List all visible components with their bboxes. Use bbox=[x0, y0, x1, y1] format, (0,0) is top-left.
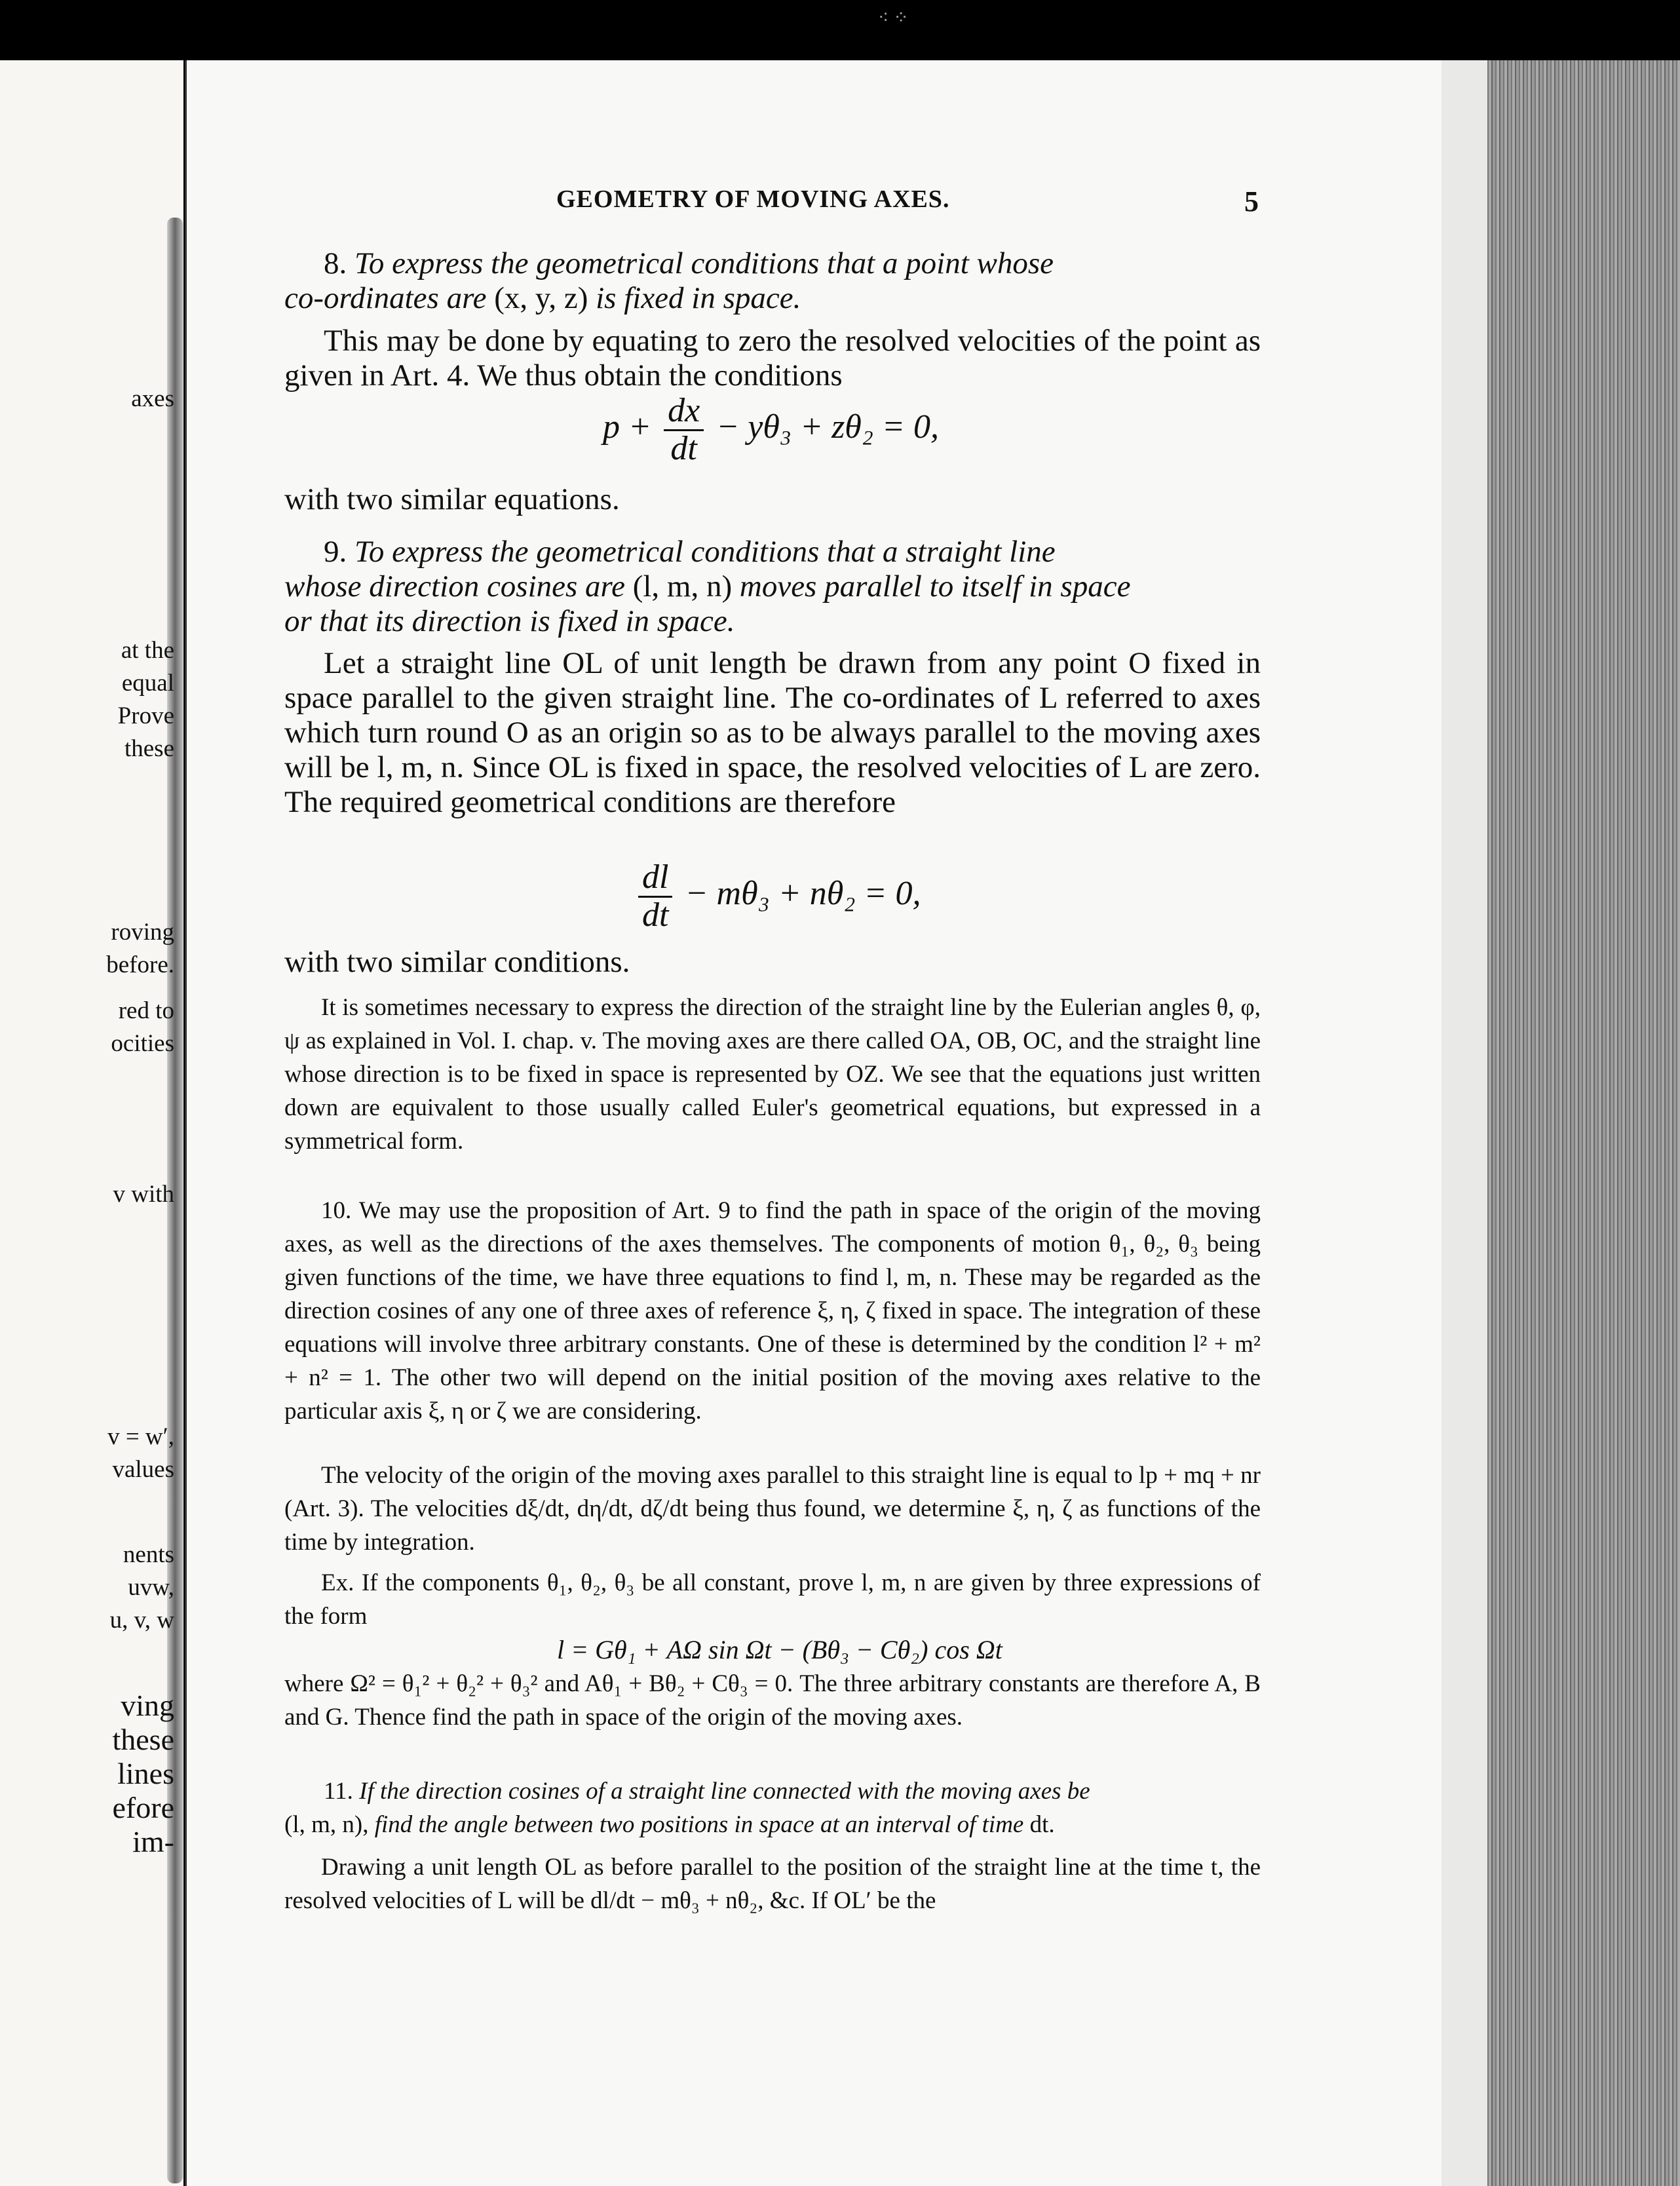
sec9-paragraph-end: with two similar conditions. bbox=[284, 945, 630, 979]
left-fragment: axes bbox=[131, 385, 174, 412]
sec9-eq-rhs: − mθ₃ + nθ₂ = 0, bbox=[685, 875, 921, 913]
left-fragment: lines bbox=[117, 1757, 174, 1790]
sec10-example-equation: l = Gθ₁ + AΩ sin Ωt − (Bθ₃ − Cθ₂) cos Ωt bbox=[557, 1635, 1002, 1664]
sec9-heading-b: whose direction cosines are bbox=[284, 569, 625, 604]
sec9-heading-a: To express the geometrical conditions that a straight line bbox=[354, 535, 1056, 569]
sec8-paragraph: This may be done by equating to zero the resolved velocities of the point as given in Art. 4. We thus obtain the conditions bbox=[284, 324, 1261, 393]
left-fragment: v with bbox=[113, 1181, 174, 1208]
sec8-heading-a: To express the geometrical conditions that a point whose bbox=[354, 246, 1054, 280]
sec11-heading-b: find the angle between two positions in space at an interval of time bbox=[374, 1811, 1024, 1838]
left-fragment: before. bbox=[106, 951, 174, 978]
sec9-heading bbox=[284, 535, 1261, 639]
sec11-heading-cosines: (l, m, n), bbox=[284, 1811, 369, 1838]
left-fragment: these bbox=[112, 1723, 174, 1756]
sec9-heading-cosines: (l, m, n) bbox=[632, 569, 733, 604]
sec8-eq-lhs: p + bbox=[603, 408, 652, 446]
sec10-example: Ex. If the components θ₁, θ₂, θ₃ be all constant, prove l, m, n are given by three expressions of the form bbox=[284, 1569, 1261, 1630]
left-fragment: im- bbox=[132, 1825, 174, 1858]
sec10-example-end: where Ω² = θ₁² + θ₂² + θ₃² and Aθ₁ + Bθ₂ + Cθ₃ = 0. The three arbitrary constants are therefore A, B and G. Thence find the path in space of the origin of the moving axes. bbox=[284, 1670, 1261, 1731]
left-fragment: ocities bbox=[111, 1030, 174, 1057]
sec11-heading-a: If the direction cosines of a straight line connected with the moving axes be bbox=[359, 1778, 1090, 1805]
left-fragment: equal bbox=[121, 670, 174, 697]
left-fragment: ving bbox=[121, 1689, 174, 1722]
left-fragment: at the bbox=[121, 637, 174, 664]
sec9-paragraph: Let a straight line OL of unit length be drawn from any point O fixed in space parallel to the given straight line. The co-ordinates of L referred to axes which turn round O as an origin so as to be always parallel to the moving axes will be l, m, n. Since OL is fixed in space, the resolved velocities of L are zero. The required geometrical conditions are therefore bbox=[284, 646, 1261, 819]
sec11-heading-end: dt. bbox=[1029, 1811, 1055, 1838]
left-fragment: u, v, w bbox=[109, 1607, 174, 1634]
left-fragment: these bbox=[124, 735, 174, 762]
sec11-heading bbox=[284, 1774, 1261, 1841]
sec9-eq-fraction bbox=[638, 860, 672, 933]
top-margin bbox=[0, 0, 1680, 59]
page-edge-margin bbox=[1441, 60, 1487, 2186]
sec9-note: It is sometimes necessary to express the direction of the straight line by the Eulerian angles θ, φ, ψ as explained in Vol. I. chap. v. The moving axes are there called OA, OB, OC, and the straight line whose direction is to be fixed in space is represented by OZ. We see that the equations just written down are equivalent to those usually called Euler's geometrical equations, but expressed in a symmetrical form. bbox=[284, 994, 1261, 1155]
left-fragment: v = w′, bbox=[107, 1423, 174, 1450]
left-fragment: roving bbox=[111, 919, 174, 946]
left-facing-page bbox=[0, 60, 183, 2186]
sec8-heading bbox=[284, 246, 1261, 316]
scan-speck: ⁖ ⁘ bbox=[878, 8, 909, 28]
left-fragment: values bbox=[112, 1456, 174, 1483]
sec8-eq-denominator: dt bbox=[670, 429, 697, 467]
sec9-heading-c: or that its direction is fixed in space. bbox=[284, 604, 735, 638]
sec8-equation bbox=[603, 393, 939, 467]
sec9-number: 9. bbox=[324, 535, 347, 569]
sec8-eq-numerator: dx bbox=[664, 393, 704, 431]
sec10-paragraph: 10. We may use the proposition of Art. 9 to find the path in space of the origin of the moving axes, as well as the directions of the axes themselves. The components of motion θ₁, θ₂, θ₃ being given functions of the time, we have three equations to find l, m, n. These may be regarded as the direction cosines of any one of three axes of reference ξ, η, ζ fixed in space. The integration of these equations will involve three arbitrary constants. One of these is determined by the condition l² + m² + n² = 1. The other two will depend on the initial position of the moving axes relative to the particular axis ξ, η or ζ we are considering. bbox=[284, 1197, 1261, 1425]
sec8-eq-fraction bbox=[664, 393, 704, 467]
sec11-paragraph: Drawing a unit length OL as before parallel to the position of the straight line at the time t, the resolved velocities of L will be dl/dt − mθ₃ + nθ₂, &c. If OL′ be the bbox=[284, 1854, 1261, 1914]
sec9-equation bbox=[634, 860, 921, 933]
sec11-number: 11. bbox=[324, 1778, 353, 1805]
sec8-heading-b: co-ordinates are bbox=[284, 281, 487, 315]
left-fragment: uvw, bbox=[128, 1574, 174, 1601]
sec8-eq-rhs: − yθ₃ + zθ₂ = 0, bbox=[716, 408, 940, 446]
sec8-paragraph-end: with two similar equations. bbox=[284, 482, 620, 516]
running-header bbox=[284, 185, 1267, 218]
sec8-number: 8. bbox=[324, 246, 347, 280]
left-fragment: nents bbox=[123, 1541, 174, 1568]
sec9-heading-mid: moves parallel to itself in space bbox=[739, 569, 1131, 604]
page-number: 5 bbox=[1244, 185, 1259, 218]
sec9-eq-numerator: dl bbox=[638, 860, 672, 898]
left-fragment: Prove bbox=[117, 702, 174, 729]
left-fragment: red to bbox=[118, 997, 174, 1024]
sec8-heading-end: is fixed in space. bbox=[596, 281, 801, 315]
sec8-heading-coords: (x, y, z) bbox=[494, 281, 588, 315]
left-fragment: efore bbox=[112, 1791, 174, 1824]
sec9-eq-denominator: dt bbox=[642, 896, 669, 934]
sec10-paragraph-2: The velocity of the origin of the moving axes parallel to this straight line is equal to lp + mq + nr (Art. 3). The velocities dξ/dt, dη/dt, dζ/dt being thus found, we determine ξ, η, ζ as functions of the time by integration. bbox=[284, 1462, 1261, 1556]
running-title: GEOMETRY OF MOVING AXES. bbox=[556, 185, 950, 213]
